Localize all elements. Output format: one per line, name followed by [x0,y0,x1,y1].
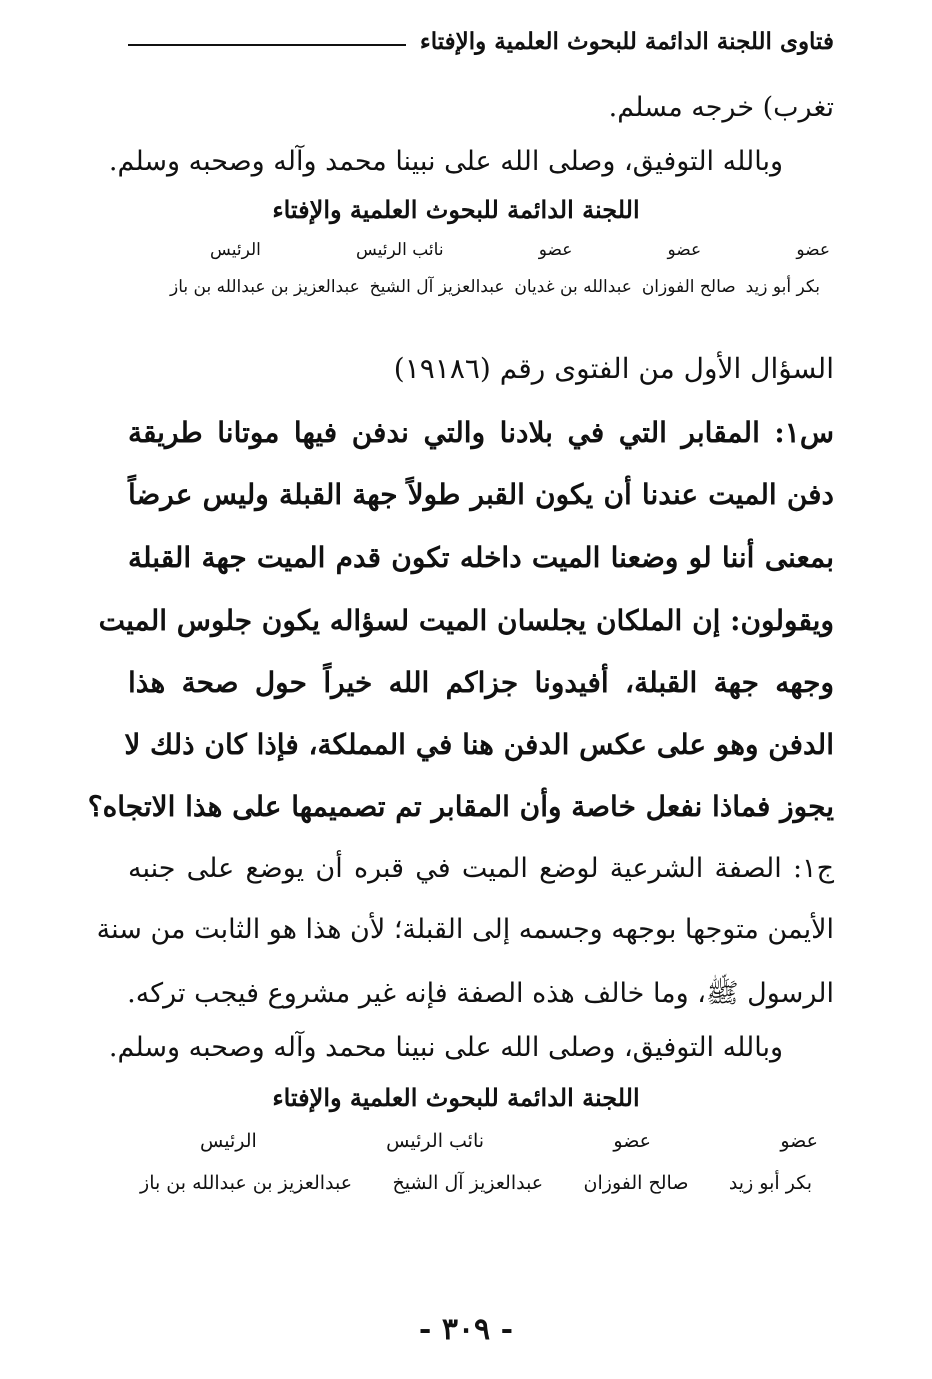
committee2-role: نائب الرئيس [386,1130,485,1152]
committee1-members [170,277,820,297]
committee2-member: صالح الفوزان [583,1172,689,1194]
committee1-member: عبدالعزيز بن عبدالله بن باز [170,277,360,297]
committee1-member: عبدالله بن غديان [514,277,632,297]
committee1-role: الرئيس [210,240,261,260]
committee1-roles [210,240,830,260]
answer-line: الرسول ﷺ، وما خالف هذه الصفة فإنه غير مشروع فيجب تركه. [127,978,834,1009]
running-header [128,28,834,55]
question-line: س١: المقابر التي في بلادنا والتي ندفن فيها موتانا طريقة [128,416,834,449]
fatwa-heading: السؤال الأول من الفتوى رقم (١٩١٨٦) [393,352,834,385]
committee2-members [140,1172,812,1194]
committee1-role: عضو [538,240,573,260]
committee1-role: عضو [667,240,702,260]
answer-line: ج١: الصفة الشرعية لوضع الميت في قبره أن يوضع على جنبه [128,853,834,884]
question-line: الدفن وهو على عكس الدفن هنا في المملكة، فإذا كان ذلك لا [124,728,834,761]
committee1-member: بكر أبو زيد [745,277,820,297]
committee2-member: عبدالعزيز بن عبدالله بن باز [140,1172,353,1194]
page-number: - ٣٠٩ - [418,1312,514,1347]
intro-closing: وبالله التوفيق، وصلى الله على نبينا محمد وآله وصحبه وسلم. [108,146,784,177]
committee1-member: عبدالعزيز آل الشيخ [369,277,505,297]
committee2-role: عضو [780,1130,818,1152]
question-line: ويقولون: إن الملكان يجلسان الميت لسؤاله يكون جلوس الميت [98,604,834,637]
fatwa-closing: وبالله التوفيق، وصلى الله على نبينا محمد وآله وصحبه وسلم. [108,1032,784,1063]
committee1-member: صالح الفوزان [641,277,736,297]
question-line: بمعنى أننا لو وضعنا الميت داخله تكون قدم الميت جهة القبلة [128,541,834,574]
committee1-name: اللجنة الدائمة للبحوث العلمية والإفتاء [272,195,640,224]
committee2-role: الرئيس [200,1130,257,1152]
answer-line: الأيمن متوجها بوجهه وجسمه إلى القبلة؛ لأن هذا هو الثابت من سنة [96,914,834,945]
committee2-name: اللجنة الدائمة للبحوث العلمية والإفتاء [272,1083,640,1112]
question-line: يجوز فماذا نفعل خاصة وأن المقابر تم تصميمها على هذا الاتجاه؟ [87,790,834,823]
header-rule [128,44,406,46]
question-line: وجهه جهة القبلة، أفيدونا جزاكم الله خيراً حول صحة هذا [128,666,834,699]
committee1-role: نائب الرئيس [356,240,444,260]
committee1-role: عضو [796,240,830,260]
committee2-member: عبدالعزيز آل الشيخ [392,1172,544,1194]
intro-line: تغرب) خرجه مسلم. [608,92,834,123]
committee2-role: عضو [613,1130,652,1152]
question-line: دفن الميت عندنا أن يكون القبر طولاً جهة القبلة وليس عرضاً [128,478,834,511]
committee2-roles [200,1130,818,1152]
committee2-member: بكر أبو زيد [728,1172,812,1194]
header-title: فتاوى اللجنة الدائمة للبحوث العلمية والإفتاء [419,28,834,55]
